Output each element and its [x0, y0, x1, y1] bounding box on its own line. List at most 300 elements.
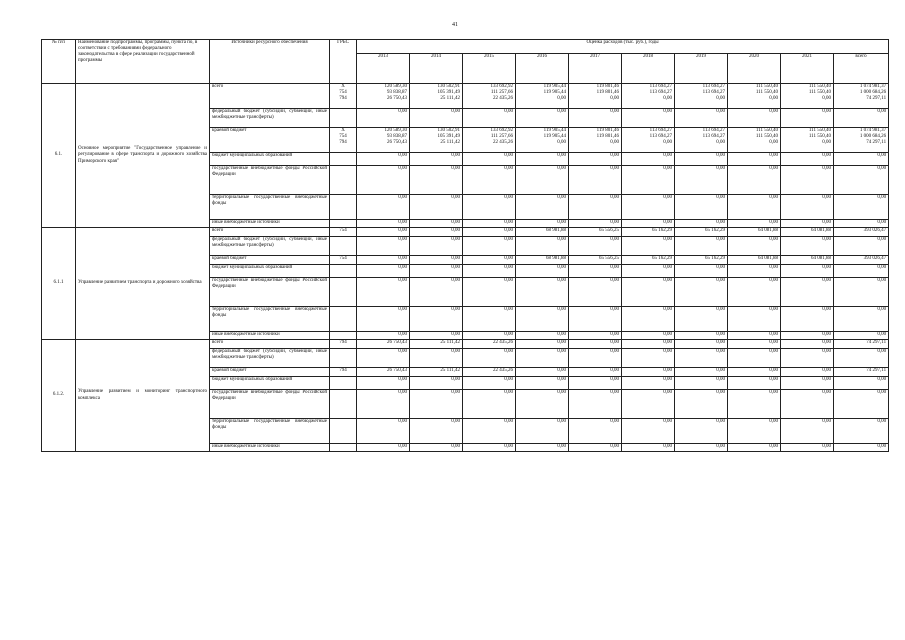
amount: 0,00	[557, 96, 566, 102]
year-value	[675, 307, 728, 332]
amount: 0,00	[769, 140, 778, 146]
year-value	[410, 332, 463, 340]
amount: 0,00	[504, 349, 513, 354]
year-value	[781, 228, 834, 237]
year-value	[622, 332, 675, 340]
amount: 0,00	[398, 390, 407, 395]
grbs-code	[330, 128, 357, 153]
amount: 130 502,91	[437, 128, 460, 133]
amount: 0,00	[716, 419, 725, 424]
amount: 0,00	[451, 195, 460, 200]
amount: 0,00	[663, 140, 672, 146]
year-value	[516, 128, 569, 153]
amount: 0,00	[610, 220, 619, 225]
amount: 22 435,26	[493, 368, 513, 373]
year-value	[675, 84, 728, 109]
amount: 0,00	[398, 377, 407, 382]
year-value	[569, 228, 622, 237]
year-value	[463, 195, 516, 220]
amount: 0,00	[610, 377, 619, 382]
amount: 0,00	[610, 195, 619, 200]
amount: 0,00	[877, 349, 887, 354]
grbs-code	[330, 377, 357, 390]
year-value	[463, 377, 516, 390]
year-value	[728, 332, 781, 340]
table-row	[42, 340, 889, 349]
amount: 111 257,66	[490, 90, 513, 96]
amount: 0,00	[822, 96, 831, 102]
amount: 0,00	[769, 153, 778, 158]
year-value	[728, 349, 781, 368]
year-value	[569, 220, 622, 228]
amount: 0,00	[504, 278, 513, 283]
row-number: 6.1.1	[42, 228, 76, 340]
amount: 0,00	[398, 237, 407, 242]
amount: 0,00	[504, 195, 513, 200]
year-value	[463, 220, 516, 228]
amount: 0,00	[398, 153, 407, 158]
amount: 133 692,92	[490, 84, 513, 89]
total-value	[834, 84, 889, 109]
amount: 0,00	[504, 153, 513, 158]
year-value	[728, 265, 781, 278]
amount: 0,00	[557, 368, 566, 373]
year-value	[516, 166, 569, 195]
amount: 0,00	[504, 419, 513, 424]
amount: 0,00	[716, 96, 725, 102]
amount: 1 000 684,26	[859, 134, 887, 140]
header-grbs: ГРБС	[330, 40, 357, 84]
amount: 113 694,27	[649, 90, 672, 96]
year-value	[463, 128, 516, 153]
amount: 0,00	[663, 332, 672, 337]
total-value	[834, 368, 889, 377]
program-name: Управление развитием и мониторинг транспортного комплекса	[76, 340, 210, 452]
grbs-code-line: 754	[339, 228, 347, 233]
year-value	[728, 109, 781, 128]
amount: 0,00	[769, 220, 778, 225]
year-value	[569, 256, 622, 265]
year-value	[728, 220, 781, 228]
amount: 26 750,43	[387, 140, 407, 146]
year-value	[463, 390, 516, 419]
amount: 0,00	[716, 340, 725, 345]
amount: 119 801,46	[596, 128, 619, 133]
year-value	[569, 265, 622, 278]
grbs-code-line: 754	[339, 134, 347, 140]
amount: 0,00	[663, 349, 672, 354]
amount: 0,00	[877, 265, 887, 270]
year-value	[569, 349, 622, 368]
year-value	[622, 153, 675, 166]
amount: 0,00	[663, 307, 672, 312]
amount: 93 838,87	[387, 90, 407, 96]
amount: 0,00	[504, 332, 513, 337]
year-value	[463, 228, 516, 237]
header-estimate: Оценка расходов (тыс. руб.), годы	[357, 40, 889, 54]
year-value	[569, 84, 622, 109]
funding-source: государственные внебюджетные фонды Российской Федерации	[210, 278, 330, 307]
amount: 0,00	[877, 278, 887, 283]
amount: 25 111,42	[440, 340, 460, 345]
total-value	[834, 377, 889, 390]
amount: 0,00	[398, 307, 407, 312]
amount: 0,00	[557, 140, 566, 146]
total-value	[834, 195, 889, 220]
year-value	[569, 109, 622, 128]
year-value	[516, 220, 569, 228]
amount: 0,00	[504, 109, 513, 114]
year-value	[463, 278, 516, 307]
year-value	[463, 349, 516, 368]
year-value	[516, 419, 569, 444]
year-value	[622, 368, 675, 377]
year-value	[675, 109, 728, 128]
funding-source: всего	[210, 228, 330, 237]
amount: 0,00	[877, 419, 887, 424]
amount: 0,00	[822, 265, 831, 270]
header-year: 2018	[622, 54, 675, 84]
year-value	[781, 220, 834, 228]
year-value	[463, 332, 516, 340]
amount: 0,00	[769, 307, 778, 312]
year-value	[675, 228, 728, 237]
year-value	[410, 237, 463, 256]
amount: 0,00	[877, 237, 887, 242]
grbs-code	[330, 166, 357, 195]
grbs-code-line: 754	[339, 256, 347, 261]
amount: 0,00	[822, 332, 831, 337]
amount: 0,00	[504, 228, 513, 233]
row-number: 6.1.2.	[42, 340, 76, 452]
total-value	[834, 256, 889, 265]
year-value	[516, 332, 569, 340]
year-value	[569, 419, 622, 444]
year-value	[516, 237, 569, 256]
year-value	[728, 153, 781, 166]
year-value	[357, 109, 410, 128]
amount: 74 297,11	[866, 340, 887, 345]
funding-source: краевой бюджет	[210, 256, 330, 265]
program-name: Основное мероприятие "Государственное управление и регулирование в сфере транспорта и дорожного хозяйства Приморского края"	[76, 84, 210, 228]
amount: 0,00	[822, 349, 831, 354]
amount: 0,00	[822, 278, 831, 283]
amount: 111 550,40	[755, 84, 778, 89]
amount: 111 550,40	[808, 134, 831, 140]
year-value	[516, 307, 569, 332]
year-value	[463, 444, 516, 452]
year-value	[410, 128, 463, 153]
grbs-code	[330, 307, 357, 332]
year-value	[357, 332, 410, 340]
year-value	[728, 368, 781, 377]
year-value	[781, 332, 834, 340]
amount: 0,00	[663, 109, 672, 114]
amount: 105 391,49	[437, 134, 460, 140]
amount: 130 502,91	[437, 84, 460, 89]
year-value	[781, 368, 834, 377]
program-name: Управление развитием транспорта и дорожного хозяйства	[76, 228, 210, 340]
grbs-code	[330, 228, 357, 237]
amount: 0,00	[557, 195, 566, 200]
amount: 0,00	[398, 166, 407, 171]
year-value	[622, 195, 675, 220]
total-value	[834, 444, 889, 452]
year-value	[675, 377, 728, 390]
amount: 0,00	[557, 109, 566, 114]
year-value	[781, 109, 834, 128]
year-value	[569, 340, 622, 349]
funding-source: краевой бюджет	[210, 368, 330, 377]
amount: 0,00	[557, 220, 566, 225]
year-value	[728, 419, 781, 444]
year-value	[622, 377, 675, 390]
grbs-code	[330, 368, 357, 377]
year-value	[781, 419, 834, 444]
year-value	[357, 278, 410, 307]
year-value	[728, 128, 781, 153]
amount: 0,00	[663, 237, 672, 242]
year-value	[357, 195, 410, 220]
amount: 0,00	[398, 444, 407, 449]
amount: 0,00	[663, 419, 672, 424]
amount: 111 550,40	[808, 84, 831, 89]
year-value	[675, 340, 728, 349]
year-value	[622, 166, 675, 195]
year-value	[622, 228, 675, 237]
amount: 0,00	[398, 256, 407, 261]
year-value	[357, 166, 410, 195]
amount: 0,00	[610, 237, 619, 242]
table-row	[42, 228, 889, 237]
year-value	[410, 419, 463, 444]
amount: 0,00	[398, 228, 407, 233]
grbs-code-line: 754	[339, 90, 347, 96]
amount: 0,00	[663, 220, 672, 225]
total-value	[834, 109, 889, 128]
grbs-code-line: X	[341, 128, 345, 133]
amount: 0,00	[451, 109, 460, 114]
amount: 0,00	[610, 368, 619, 373]
amount: 0,00	[822, 153, 831, 158]
amount: 0,00	[822, 444, 831, 449]
amount: 25 111,42	[440, 96, 460, 102]
total-value	[834, 166, 889, 195]
year-value	[622, 419, 675, 444]
grbs-code	[330, 419, 357, 444]
year-value	[728, 278, 781, 307]
amount: 0,00	[610, 153, 619, 158]
total-value	[834, 228, 889, 237]
year-value	[569, 237, 622, 256]
amount: 68 981,88	[546, 256, 566, 261]
amount: 0,00	[398, 109, 407, 114]
grbs-code-line: 794	[339, 140, 347, 146]
year-value	[781, 256, 834, 265]
funding-source: территориальные государственные внебюджетные фонды	[210, 419, 330, 444]
amount: 0,00	[610, 390, 619, 395]
year-value	[622, 278, 675, 307]
year-value	[781, 307, 834, 332]
amount: 0,00	[610, 444, 619, 449]
amount: 0,00	[769, 278, 778, 283]
amount: 0,00	[451, 390, 460, 395]
header-source: Источники ресурсного обеспечения	[210, 40, 330, 84]
year-value	[569, 166, 622, 195]
year-value	[463, 237, 516, 256]
amount: 0,00	[769, 195, 778, 200]
header-year: 2017	[569, 54, 622, 84]
amount: 113 694,27	[702, 90, 725, 96]
header-num: № п/п	[42, 40, 76, 84]
amount: 0,00	[663, 368, 672, 373]
amount: 65 556,25	[599, 256, 619, 261]
amount: 0,00	[716, 166, 725, 171]
year-value	[675, 220, 728, 228]
total-value	[834, 220, 889, 228]
year-value	[410, 256, 463, 265]
amount: 64 081,88	[758, 256, 778, 261]
amount: 0,00	[877, 153, 887, 158]
amount: 0,00	[610, 332, 619, 337]
year-value	[728, 237, 781, 256]
year-value	[357, 265, 410, 278]
total-value	[834, 265, 889, 278]
amount: 0,00	[557, 377, 566, 382]
year-value	[516, 444, 569, 452]
amount: 0,00	[716, 377, 725, 382]
table-header	[42, 40, 889, 84]
amount: 0,00	[610, 419, 619, 424]
amount: 119 801,46	[596, 84, 619, 89]
amount: 0,00	[877, 377, 887, 382]
year-value	[675, 166, 728, 195]
amount: 120 589,30	[384, 128, 407, 133]
header-year: 2015	[463, 54, 516, 84]
year-value	[622, 349, 675, 368]
header-year: 2020	[728, 54, 781, 84]
total-value	[834, 153, 889, 166]
amount: 0,00	[504, 390, 513, 395]
amount: 0,00	[822, 195, 831, 200]
year-value	[781, 166, 834, 195]
year-value	[357, 256, 410, 265]
amount: 0,00	[663, 390, 672, 395]
total-value	[834, 278, 889, 307]
amount: 0,00	[451, 228, 460, 233]
funding-source: иные внебюджетные источники	[210, 332, 330, 340]
amount: 25 111,42	[440, 140, 460, 146]
grbs-code	[330, 278, 357, 307]
amount: 0,00	[663, 340, 672, 345]
amount: 74 297,11	[866, 96, 887, 102]
year-value	[781, 444, 834, 452]
year-value	[622, 307, 675, 332]
total-value	[834, 419, 889, 444]
amount: 0,00	[716, 220, 725, 225]
amount: 111 550,40	[808, 128, 831, 133]
year-value	[410, 390, 463, 419]
year-value	[357, 419, 410, 444]
amount: 0,00	[451, 237, 460, 242]
year-value	[675, 195, 728, 220]
year-value	[675, 332, 728, 340]
year-value	[728, 256, 781, 265]
year-value	[463, 307, 516, 332]
grbs-code	[330, 444, 357, 452]
amount: 0,00	[451, 444, 460, 449]
year-value	[569, 278, 622, 307]
amount: 393 026,47	[863, 228, 887, 233]
year-value	[675, 278, 728, 307]
year-value	[410, 349, 463, 368]
funding-source: краевой бюджет	[210, 128, 330, 153]
amount: 0,00	[769, 237, 778, 242]
year-value	[569, 390, 622, 419]
year-value	[357, 237, 410, 256]
grbs-code	[330, 237, 357, 256]
amount: 64 081,88	[811, 256, 831, 261]
funding-source: иные внебюджетные источники	[210, 444, 330, 452]
amount: 0,00	[557, 307, 566, 312]
amount: 0,00	[769, 96, 778, 102]
amount: 0,00	[610, 265, 619, 270]
year-value	[781, 278, 834, 307]
amount: 0,00	[716, 109, 725, 114]
year-value	[516, 109, 569, 128]
amount: 74 297,11	[866, 140, 887, 146]
amount: 0,00	[557, 349, 566, 354]
amount: 0,00	[557, 340, 566, 345]
year-value	[781, 128, 834, 153]
amount: 65 162,29	[652, 228, 672, 233]
amount: 0,00	[716, 153, 725, 158]
amount: 0,00	[504, 220, 513, 225]
amount: 133 692,92	[490, 128, 513, 133]
amount: 68 981,88	[546, 228, 566, 233]
year-value	[357, 349, 410, 368]
year-value	[463, 166, 516, 195]
amount: 0,00	[769, 340, 778, 345]
funding-source: федеральный бюджет (субсидии, субвенции, иные межбюджетные трансферты)	[210, 349, 330, 368]
year-value	[516, 228, 569, 237]
year-value	[516, 84, 569, 109]
year-value	[728, 444, 781, 452]
year-value	[357, 340, 410, 349]
amount: 0,00	[769, 390, 778, 395]
year-value	[622, 390, 675, 419]
year-value	[728, 166, 781, 195]
header-year: 2019	[675, 54, 728, 84]
header-year: 2016	[516, 54, 569, 84]
year-value	[516, 340, 569, 349]
amount: 113 694,27	[649, 84, 672, 89]
amount: 0,00	[716, 195, 725, 200]
amount: 0,00	[877, 444, 887, 449]
amount: 119 905,44	[543, 128, 566, 133]
amount: 22 435,26	[493, 140, 513, 146]
amount: 0,00	[822, 377, 831, 382]
amount: 0,00	[877, 220, 887, 225]
grbs-code	[330, 390, 357, 419]
year-value	[357, 84, 410, 109]
year-value	[410, 307, 463, 332]
amount: 0,00	[769, 109, 778, 114]
year-value	[675, 265, 728, 278]
amount: 111 550,40	[755, 128, 778, 133]
year-value	[675, 128, 728, 153]
amount: 0,00	[877, 307, 887, 312]
